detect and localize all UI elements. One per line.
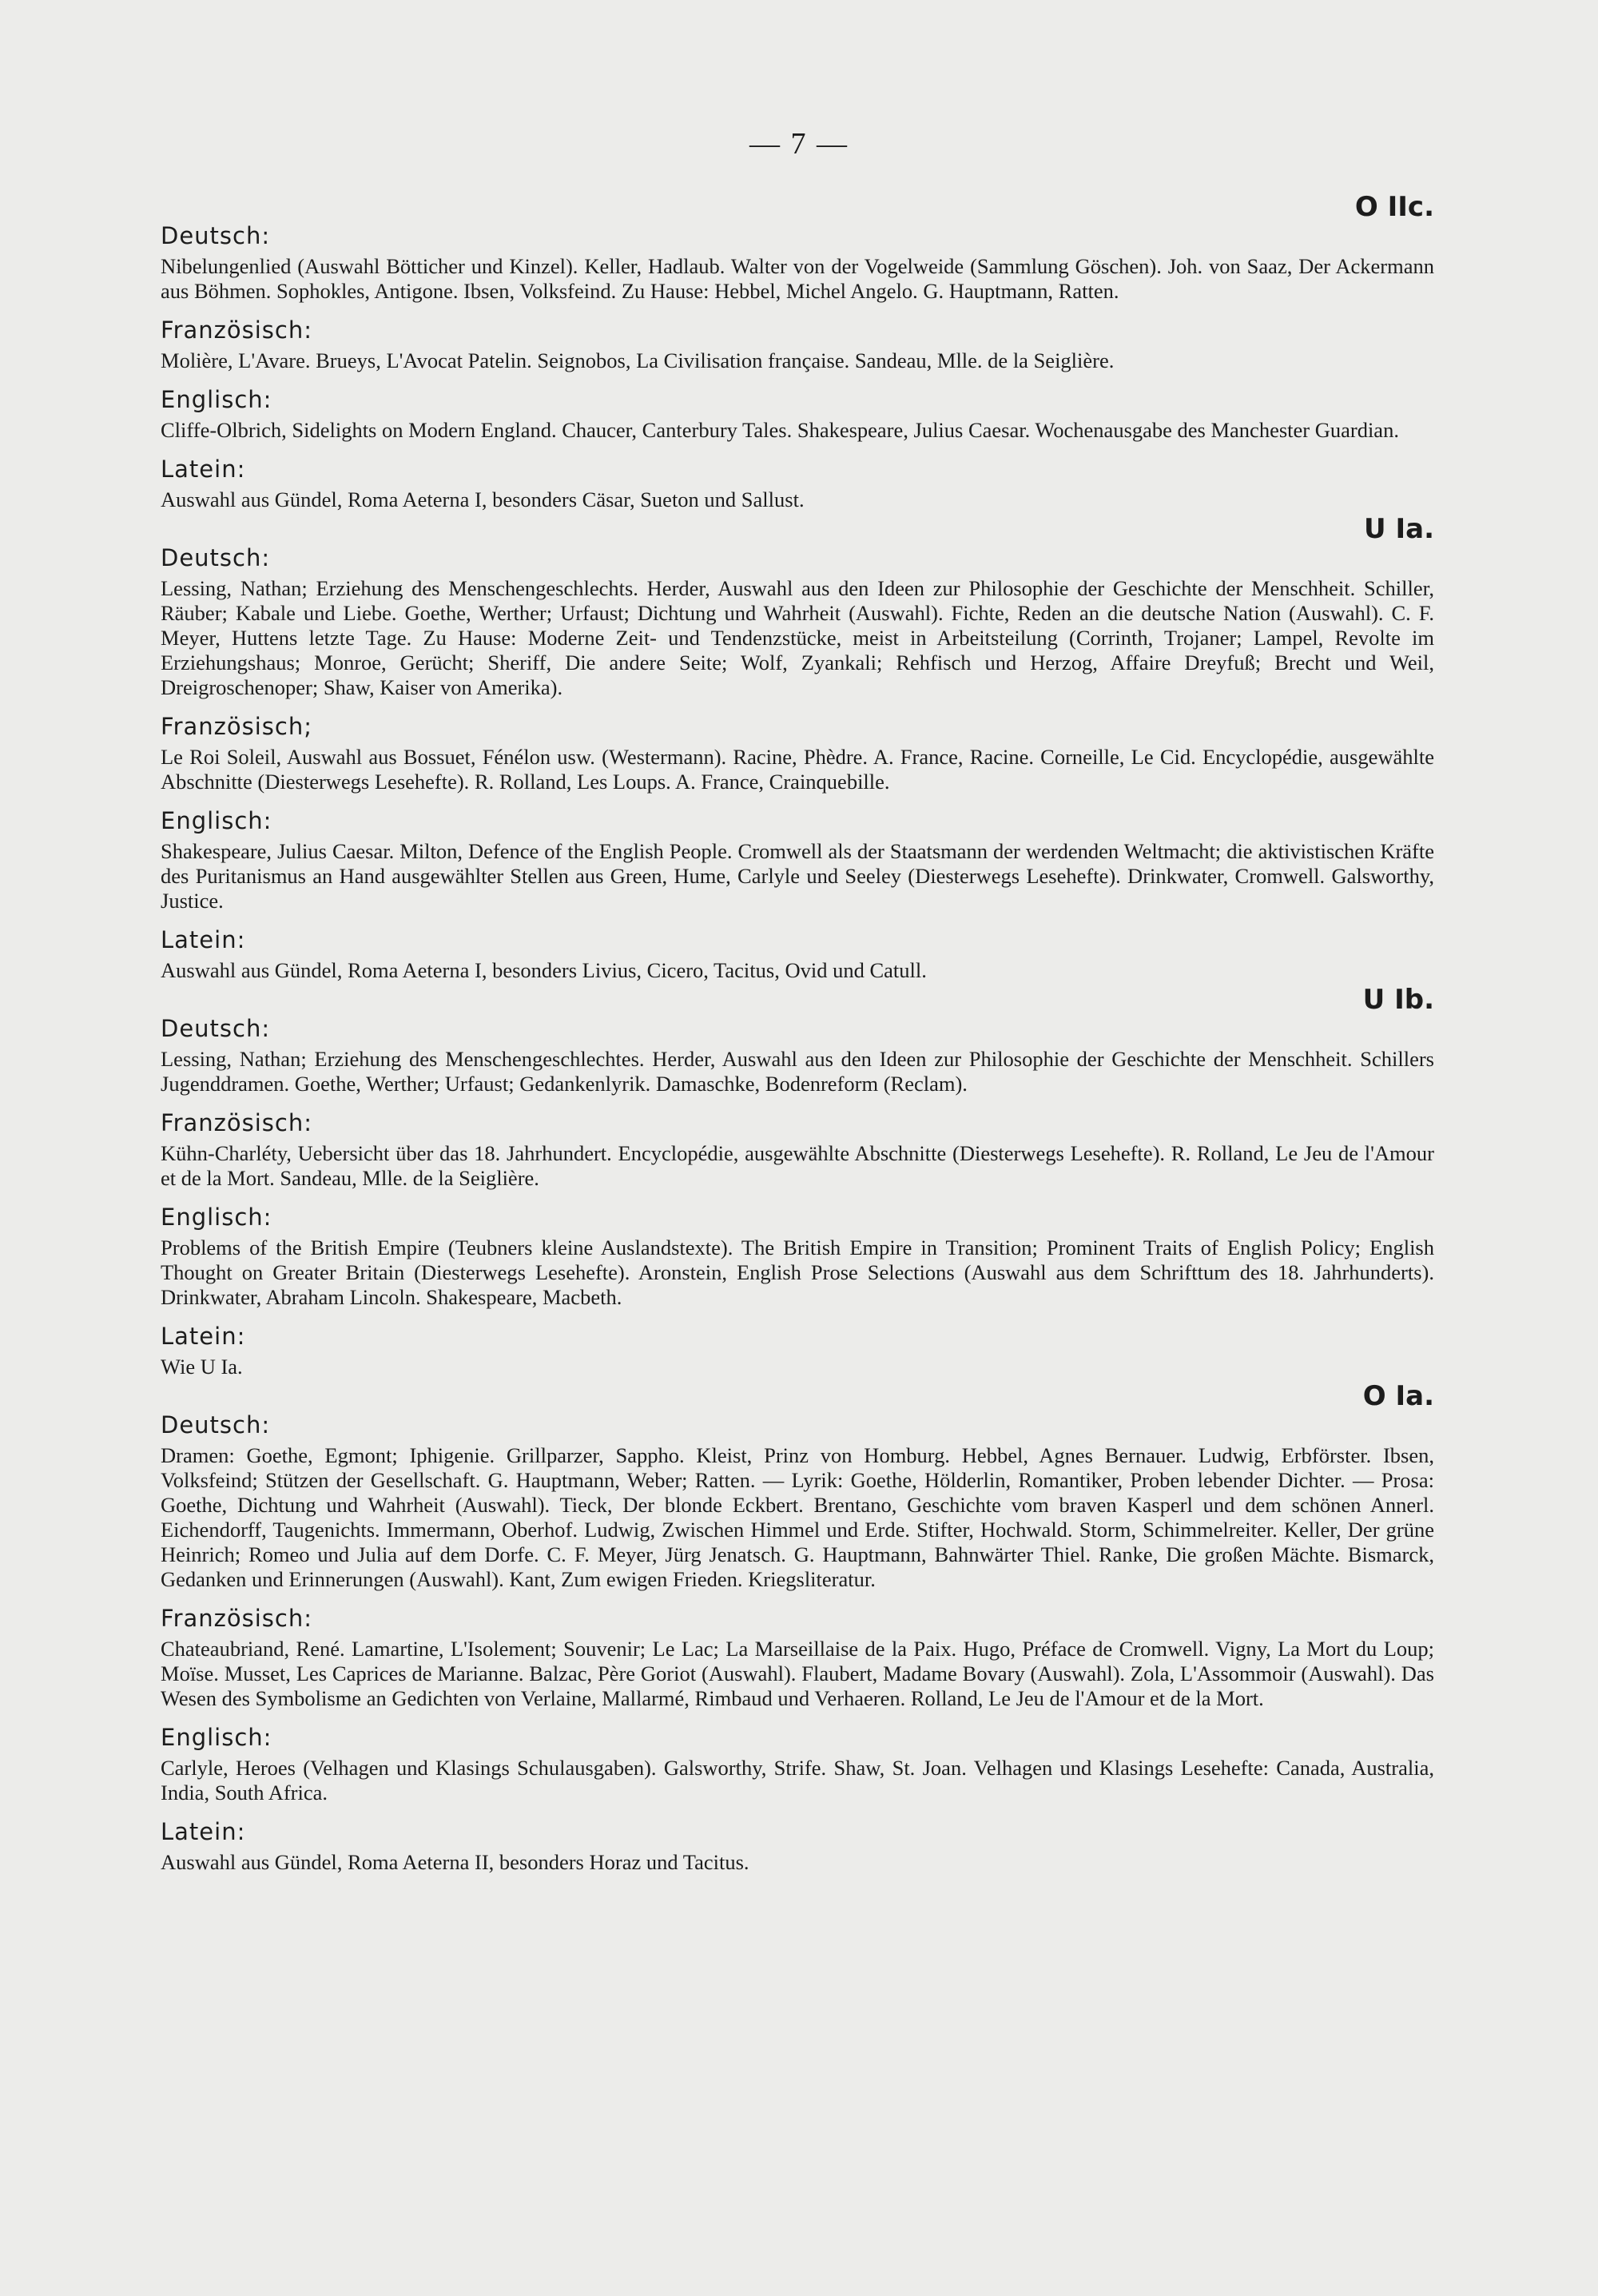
subject-label: Deutsch: xyxy=(161,544,271,571)
subject-englisch xyxy=(161,1202,1434,1310)
subject-text: Auswahl aus Gündel, Roma Aeterna I, besonders Cäsar, Sueton und Sallust. xyxy=(161,487,805,511)
subject-text: Dramen: Goethe, Egmont; Iphigenie. Grillparzer, Sappho. Kleist, Prinz von Homburg. Hebbel, Agnes Bernauer. Ludwig, Erbförster. Ibsen, Volksfeind; Stützen der Gesellschaft. G. Hauptmann, Weber; Ratten. — Lyrik: Goethe, Hölderlin, Romantiker, Proben lebender Dichter. — Prosa: Goethe, Dichtung und Wahrheit (Auswahl). Tieck, Der blonde Eckbert. Brentano, Geschichte vom braven Kasperl und dem schönen Annerl. Eichendorff, Taugenichts. Immermann, Oberhof. Ludwig, Zwischen Himmel und Erde. Stifter, Hochwald. Storm, Schimmelreiter. Keller, Der grüne Heinrich; Romeo und Julia auf dem Dorfe. C. F. Meyer, Jürg Jenatsch. G. Hauptmann, Bahnwärter Thiel. Ranke, Die großen Mächte. Bismarck, Gedanken und Erinnerungen (Auswahl). Kant, Zum ewigen Frieden. Kriegsliteratur. xyxy=(161,1443,1434,1591)
subject-label: Latein: xyxy=(161,1818,246,1845)
class-label: O Ia. xyxy=(1362,1380,1434,1412)
subject-label: Latein: xyxy=(161,456,246,483)
subject-text: Wie U Ia. xyxy=(161,1355,243,1379)
class-section-o-ia xyxy=(161,1379,1434,1875)
subject-deutsch xyxy=(161,543,1434,700)
subject-englisch xyxy=(161,806,1434,913)
subject-latein xyxy=(161,1321,1434,1379)
subject-label: Latein: xyxy=(161,926,246,953)
subject-deutsch xyxy=(161,1410,1434,1592)
subject-text: Le Roi Soleil, Auswahl aus Bossuet, Fénélon usw. (Westermann). Racine, Phèdre. A. France, Racine. Corneille, Le Cid. Encyclopédie, ausgewählte Abschnitte (Diesterwegs Lesehefte). R. Rolland, Les Loups. A. France, Crainquebille. xyxy=(161,745,1434,794)
curriculum-content xyxy=(161,190,1434,1875)
subject-text: Molière, L'Avare. Brueys, L'Avocat Patelin. Seignobos, La Civilisation française. Sandeau, Mlle. de la Seiglière. xyxy=(161,348,1115,372)
subject-text: Cliffe-Olbrich, Sidelights on Modern England. Chaucer, Canterbury Tales. Shakespeare, Julius Caesar. Wochenausgabe des Manchester Guardian. xyxy=(161,418,1399,442)
subject-franzoesisch xyxy=(161,711,1434,794)
subject-latein xyxy=(161,925,1434,983)
subject-deutsch xyxy=(161,1013,1434,1096)
class-label: O IIc. xyxy=(1354,191,1434,223)
subject-text: Kühn-Charléty, Uebersicht über das 18. Jahrhundert. Encyclopédie, ausgewählte Abschnitte (Diesterwegs Lesehefte). R. Rolland, Le Jeu de l'Amour et de la Mort. Sandeau, Mlle. de la Seiglière. xyxy=(161,1141,1434,1190)
subject-englisch xyxy=(161,384,1434,443)
subject-text: Carlyle, Heroes (Velhagen und Klasings Schulausgaben). Galsworthy, Strife. Shaw, St. Joan. Velhagen und Klasings Lesehefte: Canada, Australia, India, South Africa. xyxy=(161,1756,1434,1805)
subject-label: Französisch; xyxy=(161,713,312,740)
subject-label: Französisch: xyxy=(161,1605,312,1632)
class-section-u-ia xyxy=(161,512,1434,983)
subject-label: Deutsch: xyxy=(161,1015,271,1042)
subject-text: Nibelungenlied (Auswahl Bötticher und Kinzel). Keller, Hadlaub. Walter von der Vogelweide (Sammlung Göschen). Joh. von Saaz, Der Ackermann aus Böhmen. Sophokles, Antigone. Ibsen, Volksfeind. Zu Hause: Hebbel, Michel Angelo. G. Hauptmann, Ratten. xyxy=(161,254,1434,303)
subject-text: Shakespeare, Julius Caesar. Milton, Defence of the English People. Cromwell als der Staatsmann der werdenden Weltmacht; die aktivistischen Kräfte des Puritanismus an Hand ausgewählter Stellen aus Green, Hume, Carlyle und Seeley (Diesterwegs Lesehefte). Drinkwater, Cromwell. Galsworthy, Justice. xyxy=(161,839,1434,913)
subject-label: Englisch: xyxy=(161,1204,272,1231)
class-label: U Ia. xyxy=(1364,513,1434,545)
class-section-u-ib xyxy=(161,983,1434,1379)
subject-franzoesisch xyxy=(161,315,1434,373)
subject-text: Problems of the British Empire (Teubners kleine Auslandstexte). The British Empire in Transition; Prominent Traits of English Policy; English Thought on Greater Britain (Diesterwegs Lesehefte). Aronstein, English Prose Selections (Auswahl aus dem Schrifttum des 18. Jahrhunderts). Drinkwater, Abraham Lincoln. Shakespeare, Macbeth. xyxy=(161,1236,1434,1309)
subject-label: Englisch: xyxy=(161,807,272,834)
subject-latein xyxy=(161,1817,1434,1875)
subject-text: Auswahl aus Gündel, Roma Aeterna II, besonders Horaz und Tacitus. xyxy=(161,1850,749,1874)
subject-latein xyxy=(161,454,1434,512)
subject-label: Französisch: xyxy=(161,1109,312,1136)
subject-englisch xyxy=(161,1722,1434,1805)
subject-text: Auswahl aus Gündel, Roma Aeterna I, besonders Livius, Cicero, Tacitus, Ovid und Catull. xyxy=(161,958,927,982)
subject-label: Latein: xyxy=(161,1323,246,1350)
subject-deutsch xyxy=(161,221,1434,304)
page-number: — 7 — xyxy=(749,127,849,161)
subject-label: Deutsch: xyxy=(161,222,271,249)
subject-label: Englisch: xyxy=(161,1724,272,1751)
subject-label: Deutsch: xyxy=(161,1411,271,1438)
subject-text: Chateaubriand, René. Lamartine, L'Isolement; Souvenir; Le Lac; La Marseillaise de la Paix. Hugo, Préface de Cromwell. Vigny, La Mort du Loup; Moïse. Musset, Les Caprices de Marianne. Balzac, Père Goriot (Auswahl). Flaubert, Madame Bovary (Auswahl). Zola, L'Assommoir (Auswahl). Das Wesen des Symbolisme an Gedichten von Verlaine, Mallarmé, Rimbaud und Verhaeren. Rolland, Le Jeu de l'Amour et de la Mort. xyxy=(161,1637,1434,1710)
subject-text: Lessing, Nathan; Erziehung des Menschengeschlechtes. Herder, Auswahl aus den Ideen zur Philosophie der Geschichte der Menschheit. Schillers Jugenddramen. Goethe, Werther; Urfaust; Gedankenlyrik. Damaschke, Bodenreform (Reclam). xyxy=(161,1047,1434,1096)
class-section-o-iic xyxy=(161,190,1434,512)
class-label: U Ib. xyxy=(1362,984,1434,1016)
subject-franzoesisch xyxy=(161,1108,1434,1191)
subject-label: Französisch: xyxy=(161,316,312,344)
subject-label: Englisch: xyxy=(161,386,272,413)
subject-franzoesisch xyxy=(161,1603,1434,1711)
subject-text: Lessing, Nathan; Erziehung des Menschengeschlechts. Herder, Auswahl aus den Ideen zur Philosophie der Geschichte der Menschheit. Schiller, Räuber; Kabale und Liebe. Goethe, Werther; Urfaust; Dichtung und Wahrheit (Auswahl). Fichte, Reden an die deutsche Nation (Auswahl). C. F. Meyer, Huttens letzte Tage. Zu Hause: Moderne Zeit- und Tendenzstücke, meist in Arbeitsteilung (Corrinth, Trojaner; Lampel, Revolte im Erziehungshaus; Monroe, Gerücht; Sheriff, Die andere Seite; Wolf, Zyankali; Rehfisch und Herzog, Affaire Dreyfuß; Brecht und Weil, Dreigroschenoper; Shaw, Kaiser von Amerika). xyxy=(161,576,1434,699)
